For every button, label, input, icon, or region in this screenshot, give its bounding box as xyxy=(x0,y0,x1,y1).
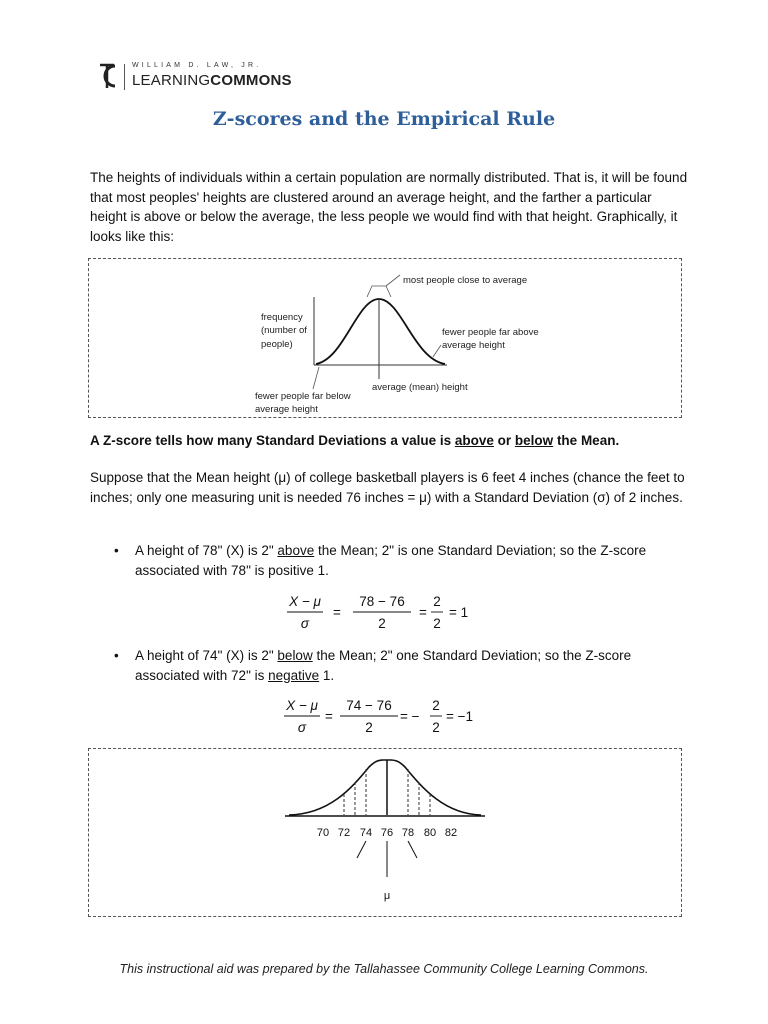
intro-paragraph: The heights of individuals within a certain population are normally distributed. That is, it will be found that most peoples' heights are clustered around an average height, and the farther a particular height is above or below the average, the less people we would find with that height. Graphically, it looks like this: xyxy=(90,170,688,244)
bell-curve-figure xyxy=(88,258,682,418)
label-fewer-above: fewer people far above xyxy=(442,327,539,338)
eq1-num1: X − μ xyxy=(289,594,321,609)
eq1-result: = 1 xyxy=(449,605,469,620)
eq1-eq1: = xyxy=(333,605,341,620)
equation-positive xyxy=(275,590,495,636)
b1-part1: A height of 78" (X) is 2" xyxy=(135,543,278,558)
eq2-num1: X − μ xyxy=(286,698,318,713)
logo-line1: WILLIAM D. LAW, JR. xyxy=(132,62,262,69)
eq1-num3: 2 xyxy=(433,594,441,609)
zdef-part1: A Z-score tells how many Standard Deviations a value is xyxy=(90,433,455,448)
label-above-avg: average height xyxy=(442,340,505,351)
eq2-num3: 2 xyxy=(432,698,440,713)
label-below-avg: average height xyxy=(255,404,318,415)
b2-part3: 1. xyxy=(319,667,335,683)
zdef-part2: or xyxy=(493,433,515,448)
label-frequency: frequency xyxy=(261,312,303,323)
bullet-above-text xyxy=(135,541,675,580)
tick-label-72: 72 xyxy=(337,827,351,839)
tcc-emblem-icon xyxy=(96,60,122,92)
bullet-dot: • xyxy=(114,648,119,663)
eq1-eq2: = xyxy=(419,605,427,620)
equation-negative xyxy=(270,694,500,740)
label-number-of: (number of xyxy=(261,325,307,336)
eq2-result: = −1 xyxy=(446,709,474,724)
tick-label-80: 80 xyxy=(423,827,437,839)
label-most-people: most people close to average xyxy=(403,275,528,286)
zdef-below: below xyxy=(514,433,554,448)
bell-curve-diagram xyxy=(89,259,681,417)
logo-divider xyxy=(124,64,125,90)
tick-label-82: 82 xyxy=(444,827,458,839)
top-callout xyxy=(367,286,391,297)
eq2-den1: σ xyxy=(297,720,307,735)
eq1-num2: 78 − 76 xyxy=(359,594,405,609)
tcc-logo xyxy=(96,60,292,94)
tick-label-78: 78 xyxy=(401,827,415,839)
logo-line2 xyxy=(132,72,292,89)
eq2-den2: 2 xyxy=(365,720,373,735)
bell-curve-2 xyxy=(289,760,481,815)
zscore-definition xyxy=(90,433,690,448)
bullet-below-text xyxy=(135,646,675,685)
footer-note: This instructional aid was prepared by the Tallahassee Community College Learning Commons. xyxy=(119,962,649,976)
pointer-right xyxy=(408,841,417,858)
b2-below: below xyxy=(277,648,313,663)
b1-above: above xyxy=(277,543,315,558)
mean-paragraph: Suppose that the Mean height (μ) of college basketball players is 6 feet 4 inches (chance the feet to inches; only one measuring unit is needed 76 inches = μ) with a Standard Deviation (σ) of 2 inches. xyxy=(90,470,685,505)
pointer-left xyxy=(357,841,366,858)
b2-negative: negative xyxy=(268,667,320,683)
empirical-rule-figure xyxy=(88,748,682,917)
eq1-den2: 2 xyxy=(378,616,386,631)
bell-curve xyxy=(316,299,445,364)
bullet-dot: • xyxy=(114,543,119,558)
logo-learning: LEARNING xyxy=(132,72,211,89)
eq2-num2: 74 − 76 xyxy=(346,698,392,713)
b1-part2: the Mean; 2" is one Standard Deviation; so the Z-score associated with 78" is positive 1. xyxy=(135,543,647,578)
eq2-eq2: = − xyxy=(400,709,420,724)
page-title: Z-scores and the Empirical Rule xyxy=(212,108,556,130)
b2-part1: A height of 74" (X) is 2" xyxy=(135,648,278,663)
b2-part2: the Mean; 2" one Standard Deviation; so the Z-score associated with 72" is xyxy=(135,648,632,683)
zdef-part3: the Mean. xyxy=(553,433,620,448)
eq2-den3: 2 xyxy=(432,720,440,735)
label-fewer-below: fewer people far below xyxy=(255,391,351,402)
tick-label-74: 74 xyxy=(359,827,373,839)
eq1-den1: σ xyxy=(300,616,310,631)
eq1-den3: 2 xyxy=(433,616,441,631)
label-mean: average (mean) height xyxy=(372,382,468,393)
label-people: people) xyxy=(261,339,293,350)
empirical-rule-diagram xyxy=(89,749,681,916)
eq2-eq1: = xyxy=(325,709,333,724)
tick-label-70: 70 xyxy=(316,827,330,839)
mu-label: μ xyxy=(383,890,391,902)
zdef-above: above xyxy=(454,433,494,448)
tick-label-76: 76 xyxy=(380,827,394,839)
logo-commons: COMMONS xyxy=(210,72,292,89)
